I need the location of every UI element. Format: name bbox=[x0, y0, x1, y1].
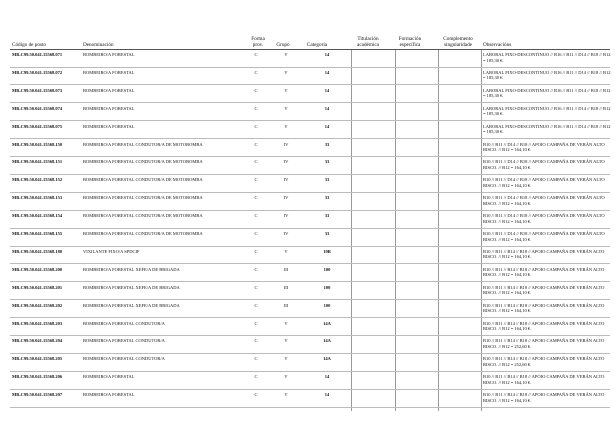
table-cell-obs: LABORAL FIXO-DESCONTINUO // B16 // B11 // D14 // B18 // B12 = 185,30 €. bbox=[483, 105, 611, 117]
table-cell-obs: B10 // B11 // B14 // B18 // APOIO CAMPAÑA DE VERÁN ALTO RISCO. // B12 = 164,10 €. bbox=[483, 266, 605, 278]
table-cell-obs: LABORAL FIXO-DESCONTINUO // B16 // B11 // D14 // B18 // B12 = 185,30 €. bbox=[483, 87, 611, 99]
row-divider bbox=[10, 120, 610, 121]
table-cell-obs: B10 // B11 // B14 // B18 // APOIO CAMPAÑA DE VERÁN ALTO RISCO. // B12 = 164,10 €. bbox=[483, 302, 605, 314]
table-cell-categoria: 14 bbox=[324, 123, 330, 129]
table-cell-categoria: 33 bbox=[324, 177, 330, 183]
row-divider bbox=[10, 299, 610, 300]
table-cell-grupo: IV bbox=[283, 159, 289, 165]
table-cell-forma: C bbox=[254, 195, 258, 201]
table-cell-categoria: 100 bbox=[323, 284, 331, 290]
table-cell-codigo: MR.C99.50.041.15568.072 bbox=[12, 69, 63, 75]
table-cell-denominacion: BOMBEIRO/A FORESTAL bbox=[83, 52, 135, 57]
row-divider bbox=[10, 138, 610, 139]
table-cell-categoria: 100 bbox=[323, 266, 331, 272]
table-cell-grupo: V bbox=[284, 69, 288, 75]
row-divider bbox=[10, 84, 610, 85]
table-cell-categoria: 14A bbox=[323, 356, 331, 362]
row-divider bbox=[10, 389, 610, 390]
row-divider bbox=[10, 317, 610, 318]
table-cell-forma: C bbox=[254, 338, 258, 344]
table-cell-categoria: 14 bbox=[324, 105, 330, 111]
table-cell-grupo: IV bbox=[283, 177, 289, 183]
table-cell-denominacion: BOMBEIRO/A FORESTAL CONDUTOR/A DE MOTOBOMBA bbox=[83, 195, 203, 201]
table-cell-denominacion: BOMBEIRO/A FORESTAL XEFE/A DE BRIGADA bbox=[83, 266, 180, 272]
table-cell-obs: B10 // B11 // D14 // B18 // APOIO CAMPAÑA DE VERÁN ALTO RISCO. // B12 = 164,10 €. bbox=[483, 213, 605, 224]
table-cell-grupo: IV bbox=[283, 231, 289, 236]
table-cell-denominacion: BOMBEIRO/A FORESTAL CONDUTOR/A DE MOTOBOMBA bbox=[83, 177, 203, 183]
row-divider bbox=[10, 192, 610, 193]
table-cell-categoria: 14 bbox=[324, 52, 330, 57]
table-cell-grupo: V bbox=[284, 105, 288, 111]
table-cell-grupo: V bbox=[284, 123, 288, 129]
header-observacions: Observacións bbox=[483, 42, 512, 48]
table-cell-obs: B10 // B11 // B14 // B18 // APOIO CAMPAÑA DE VERÁN ALTO RISCO. // B12 = 164,10 €. bbox=[483, 248, 605, 260]
table-cell-categoria: 14 bbox=[324, 392, 330, 398]
row-divider bbox=[10, 407, 610, 408]
row-divider bbox=[10, 102, 610, 103]
table-cell-forma: C bbox=[254, 69, 258, 75]
table-cell-grupo: V bbox=[284, 52, 288, 57]
header-categoria: Categoría bbox=[306, 42, 328, 48]
header-formacion: Formación específica bbox=[398, 36, 422, 48]
table-cell-codigo: MR.C99.50.041.15568.207 bbox=[12, 392, 63, 398]
header-rule bbox=[10, 49, 610, 50]
row-divider bbox=[10, 371, 610, 372]
row-divider bbox=[10, 156, 610, 157]
table-cell-grupo: IV bbox=[283, 141, 289, 147]
table-cell-obs: B10 // B11 // D14 // B18 // APOIO CAMPAÑA DE VERÁN ALTO RISCO. // B12 = 164,10 €. bbox=[483, 177, 605, 188]
table-cell-codigo: MR.C99.50.041.15568.152 bbox=[12, 177, 63, 183]
table-cell-forma: C bbox=[254, 374, 258, 380]
row-divider bbox=[10, 174, 610, 175]
table-cell-obs: B10 // B11 // D14 // B18 // APOIO CAMPAÑA DE VERÁN ALTO RISCO. // B12 = 164,10 €. bbox=[483, 159, 605, 170]
table-cell-codigo: MR.C99.50.041.15568.180 bbox=[12, 248, 63, 254]
table-cell-codigo: MR.C99.50.041.15568.073 bbox=[12, 87, 63, 93]
table-cell-forma: C bbox=[254, 248, 258, 254]
column-divider bbox=[351, 50, 352, 411]
table-cell-categoria: 14A bbox=[323, 338, 331, 344]
table-cell-codigo: MR.C99.50.041.15568.155 bbox=[12, 231, 63, 236]
table-cell-grupo: V bbox=[284, 374, 288, 380]
table-cell-codigo: MR.C99.50.041.15568.153 bbox=[12, 195, 63, 201]
table-cell-grupo: IV bbox=[283, 213, 289, 219]
table-cell-categoria: 33 bbox=[324, 231, 330, 236]
table-cell-forma: C bbox=[254, 177, 258, 183]
column-divider bbox=[481, 50, 482, 411]
table-cell-codigo: MR.C99.50.041.15568.203 bbox=[12, 320, 63, 326]
table-cell-codigo: MR.C99.50.041.15568.075 bbox=[12, 123, 63, 129]
table-cell-forma: C bbox=[254, 320, 258, 326]
table-cell-forma: C bbox=[254, 52, 258, 57]
table-cell-denominacion: BOMBEIRO/A FORESTAL bbox=[83, 392, 135, 398]
table-cell-categoria: 100 bbox=[323, 302, 331, 308]
header-denominacion: Denominación bbox=[83, 42, 114, 48]
table-cell-forma: C bbox=[254, 266, 258, 272]
row-divider bbox=[10, 67, 610, 68]
table-cell-obs: B10 // B11 // B14 // B18 // APOIO CAMPAÑA DE VERÁN ALTO RISCO. // B12 = 164,10 €. bbox=[483, 374, 605, 385]
table-cell-denominacion: BOMBEIRO/A FORESTAL CONDUTOR/A DE MOTOBOMBA bbox=[83, 159, 203, 165]
table-cell-denominacion: BOMBEIRO/A FORESTAL CONDUTOR/A bbox=[83, 320, 165, 326]
table-cell-obs: B10 // B11 // B14 // B18 // APOIO CAMPAÑA DE VERÁN ALTO RISCO. // B12 = 252,60 €. bbox=[483, 356, 605, 367]
table-cell-categoria: 33 bbox=[324, 213, 330, 219]
table-cell-obs: B10 // B11 // B14 // B18 // APOIO CAMPAÑA DE VERÁN ALTO RISCO. // B12 = 164,10 €. bbox=[483, 392, 605, 403]
table-cell-forma: C bbox=[254, 213, 258, 219]
table-cell-denominacion: VIXILANTE FIXO/A SPDCIF bbox=[83, 248, 140, 254]
table-cell-obs: B10 // B11 // D14 // B18 // APOIO CAMPAÑA DE VERÁN ALTO RISCO. // B12 = 164,10 €. bbox=[483, 141, 605, 153]
table-cell-obs: LABORAL FIXO-DESCONTINUO // B16 // B11 // D14 // B18 // B12 = 185,30 €. bbox=[483, 52, 611, 63]
table-cell-forma: C bbox=[254, 302, 258, 308]
table-cell-codigo: MR.C99.50.041.15568.202 bbox=[12, 302, 63, 308]
table-cell-codigo: MR.C99.50.041.15568.200 bbox=[12, 266, 63, 272]
table-cell-obs: B10 // B11 // B14 // B18 // APOIO CAMPAÑA DE VERÁN ALTO RISCO. // B12 = 164,10 €. bbox=[483, 284, 605, 296]
table-cell-grupo: III bbox=[283, 302, 289, 308]
row-divider bbox=[10, 246, 610, 247]
table-cell-forma: C bbox=[254, 356, 258, 362]
table-cell-obs: LABORAL FIXO-DESCONTINUO // B16 // B11 // D14 // B18 // B12 = 185,30 €. bbox=[483, 69, 611, 81]
table-cell-categoria: 33 bbox=[324, 141, 330, 147]
row-divider bbox=[10, 281, 610, 282]
table-cell-obs: B10 // B11 // B14 // B18 // APOIO CAMPAÑA DE VERÁN ALTO RISCO. // B12 = 252,60 €. bbox=[483, 338, 605, 349]
row-divider bbox=[10, 335, 610, 336]
table-cell-categoria: 14 bbox=[324, 87, 330, 93]
table-cell-denominacion: BOMBEIRO/A FORESTAL CONDUTOR/A DE MOTOBOMBA bbox=[83, 141, 203, 147]
table-cell-categoria: 14 bbox=[324, 374, 330, 380]
table-cell-codigo: MR.C99.50.041.15568.151 bbox=[12, 159, 63, 165]
table-cell-categoria: 33 bbox=[324, 159, 330, 165]
table-cell-codigo: MR.C99.50.041.15568.150 bbox=[12, 141, 63, 147]
header-forma: Forma prov. bbox=[251, 36, 265, 48]
table-cell-grupo: III bbox=[283, 284, 289, 290]
table-cell-forma: C bbox=[254, 141, 258, 147]
table-cell-forma: C bbox=[254, 105, 258, 111]
table-cell-denominacion: BOMBEIRO/A FORESTAL bbox=[83, 374, 135, 380]
table-cell-denominacion: BOMBEIRO/A FORESTAL bbox=[83, 123, 135, 129]
table-cell-forma: C bbox=[254, 159, 258, 165]
table-cell-denominacion: BOMBEIRO/A FORESTAL CONDUTOR/A DE MOTOBOMBA bbox=[83, 231, 203, 236]
table-cell-grupo: V bbox=[284, 87, 288, 93]
table-cell-categoria: 33 bbox=[324, 195, 330, 201]
row-divider bbox=[10, 210, 610, 211]
table-cell-codigo: MR.C99.50.041.15568.154 bbox=[12, 213, 63, 219]
header-complemento: Complemento singularidade bbox=[443, 36, 473, 48]
table-cell-forma: C bbox=[254, 392, 258, 398]
table-cell-denominacion: BOMBEIRO/A FORESTAL bbox=[83, 87, 135, 93]
table-cell-grupo: V bbox=[284, 320, 288, 326]
table-cell-codigo: MR.C99.50.041.15568.204 bbox=[12, 338, 63, 344]
table-cell-codigo: MR.C99.50.041.15568.071 bbox=[12, 52, 63, 57]
row-divider bbox=[10, 263, 610, 264]
table-cell-codigo: MR.C99.50.041.15568.201 bbox=[12, 284, 63, 290]
table-cell-grupo: V bbox=[284, 356, 288, 362]
row-divider bbox=[10, 228, 610, 229]
table-cell-codigo: MR.C99.50.041.15568.205 bbox=[12, 356, 63, 362]
header-grupo: Grupo bbox=[276, 42, 290, 48]
table-cell-obs: B10 // B11 // B14 // B18 // APOIO CAMPAÑA DE VERÁN ALTO RISCO. // B12 = 164,10 €. bbox=[483, 320, 605, 332]
table-cell-obs: B10 // B11 // D14 // B18 // APOIO CAMPAÑA DE VERÁN ALTO RISCO. // B12 = 164,10 €. bbox=[483, 195, 605, 206]
table-cell-categoria: 14 bbox=[324, 69, 330, 75]
header-codigo: Código de posto bbox=[12, 42, 47, 48]
table-cell-denominacion: BOMBEIRO/A FORESTAL CONDUTOR/A DE MOTOBOMBA bbox=[83, 213, 203, 219]
table-cell-obs: LABORAL FIXO-DESCONTINUO // B16 // B11 // D14 // B18 // B12 = 185,30 €. bbox=[483, 123, 611, 135]
table-cell-grupo: V bbox=[284, 392, 288, 398]
table-cell-denominacion: BOMBEIRO/A FORESTAL CONDUTOR/A bbox=[83, 338, 165, 344]
table-cell-denominacion: BOMBEIRO/A FORESTAL bbox=[83, 105, 135, 111]
table-cell-forma: C bbox=[254, 284, 258, 290]
row-divider bbox=[10, 353, 610, 354]
column-divider bbox=[438, 50, 439, 411]
table-cell-codigo: MR.C99.50.041.15568.074 bbox=[12, 105, 63, 111]
table-cell-denominacion: BOMBEIRO/A FORESTAL XEFE/A DE BRIGADA bbox=[83, 284, 180, 290]
table-cell-grupo: V bbox=[284, 338, 288, 344]
table-cell-obs: B10 // B11 // D14 // B18 // APOIO CAMPAÑA DE VERÁN ALTO RISCO. // B12 = 164,10 €. bbox=[483, 231, 605, 242]
table-cell-denominacion: BOMBEIRO/A FORESTAL XEFE/A DE BRIGADA bbox=[83, 302, 180, 308]
table-cell-grupo: IV bbox=[283, 195, 289, 201]
column-divider bbox=[395, 50, 396, 411]
table-cell-denominacion: BOMBEIRO/A FORESTAL bbox=[83, 69, 135, 75]
table-cell-grupo: III bbox=[283, 266, 289, 272]
table-cell-categoria: 14A bbox=[323, 320, 331, 326]
table-cell-denominacion: BOMBEIRO/A FORESTAL CONDUTOR/A bbox=[83, 356, 165, 362]
header-titulacion: Titulación académica bbox=[357, 36, 379, 48]
table-cell-categoria: 10B bbox=[323, 248, 331, 254]
table-cell-grupo: V bbox=[284, 248, 288, 254]
table-cell-forma: C bbox=[254, 231, 258, 236]
table-cell-forma: C bbox=[254, 87, 258, 93]
table-cell-codigo: MR.C99.50.041.15568.206 bbox=[12, 374, 63, 380]
table-cell-forma: C bbox=[254, 123, 258, 129]
